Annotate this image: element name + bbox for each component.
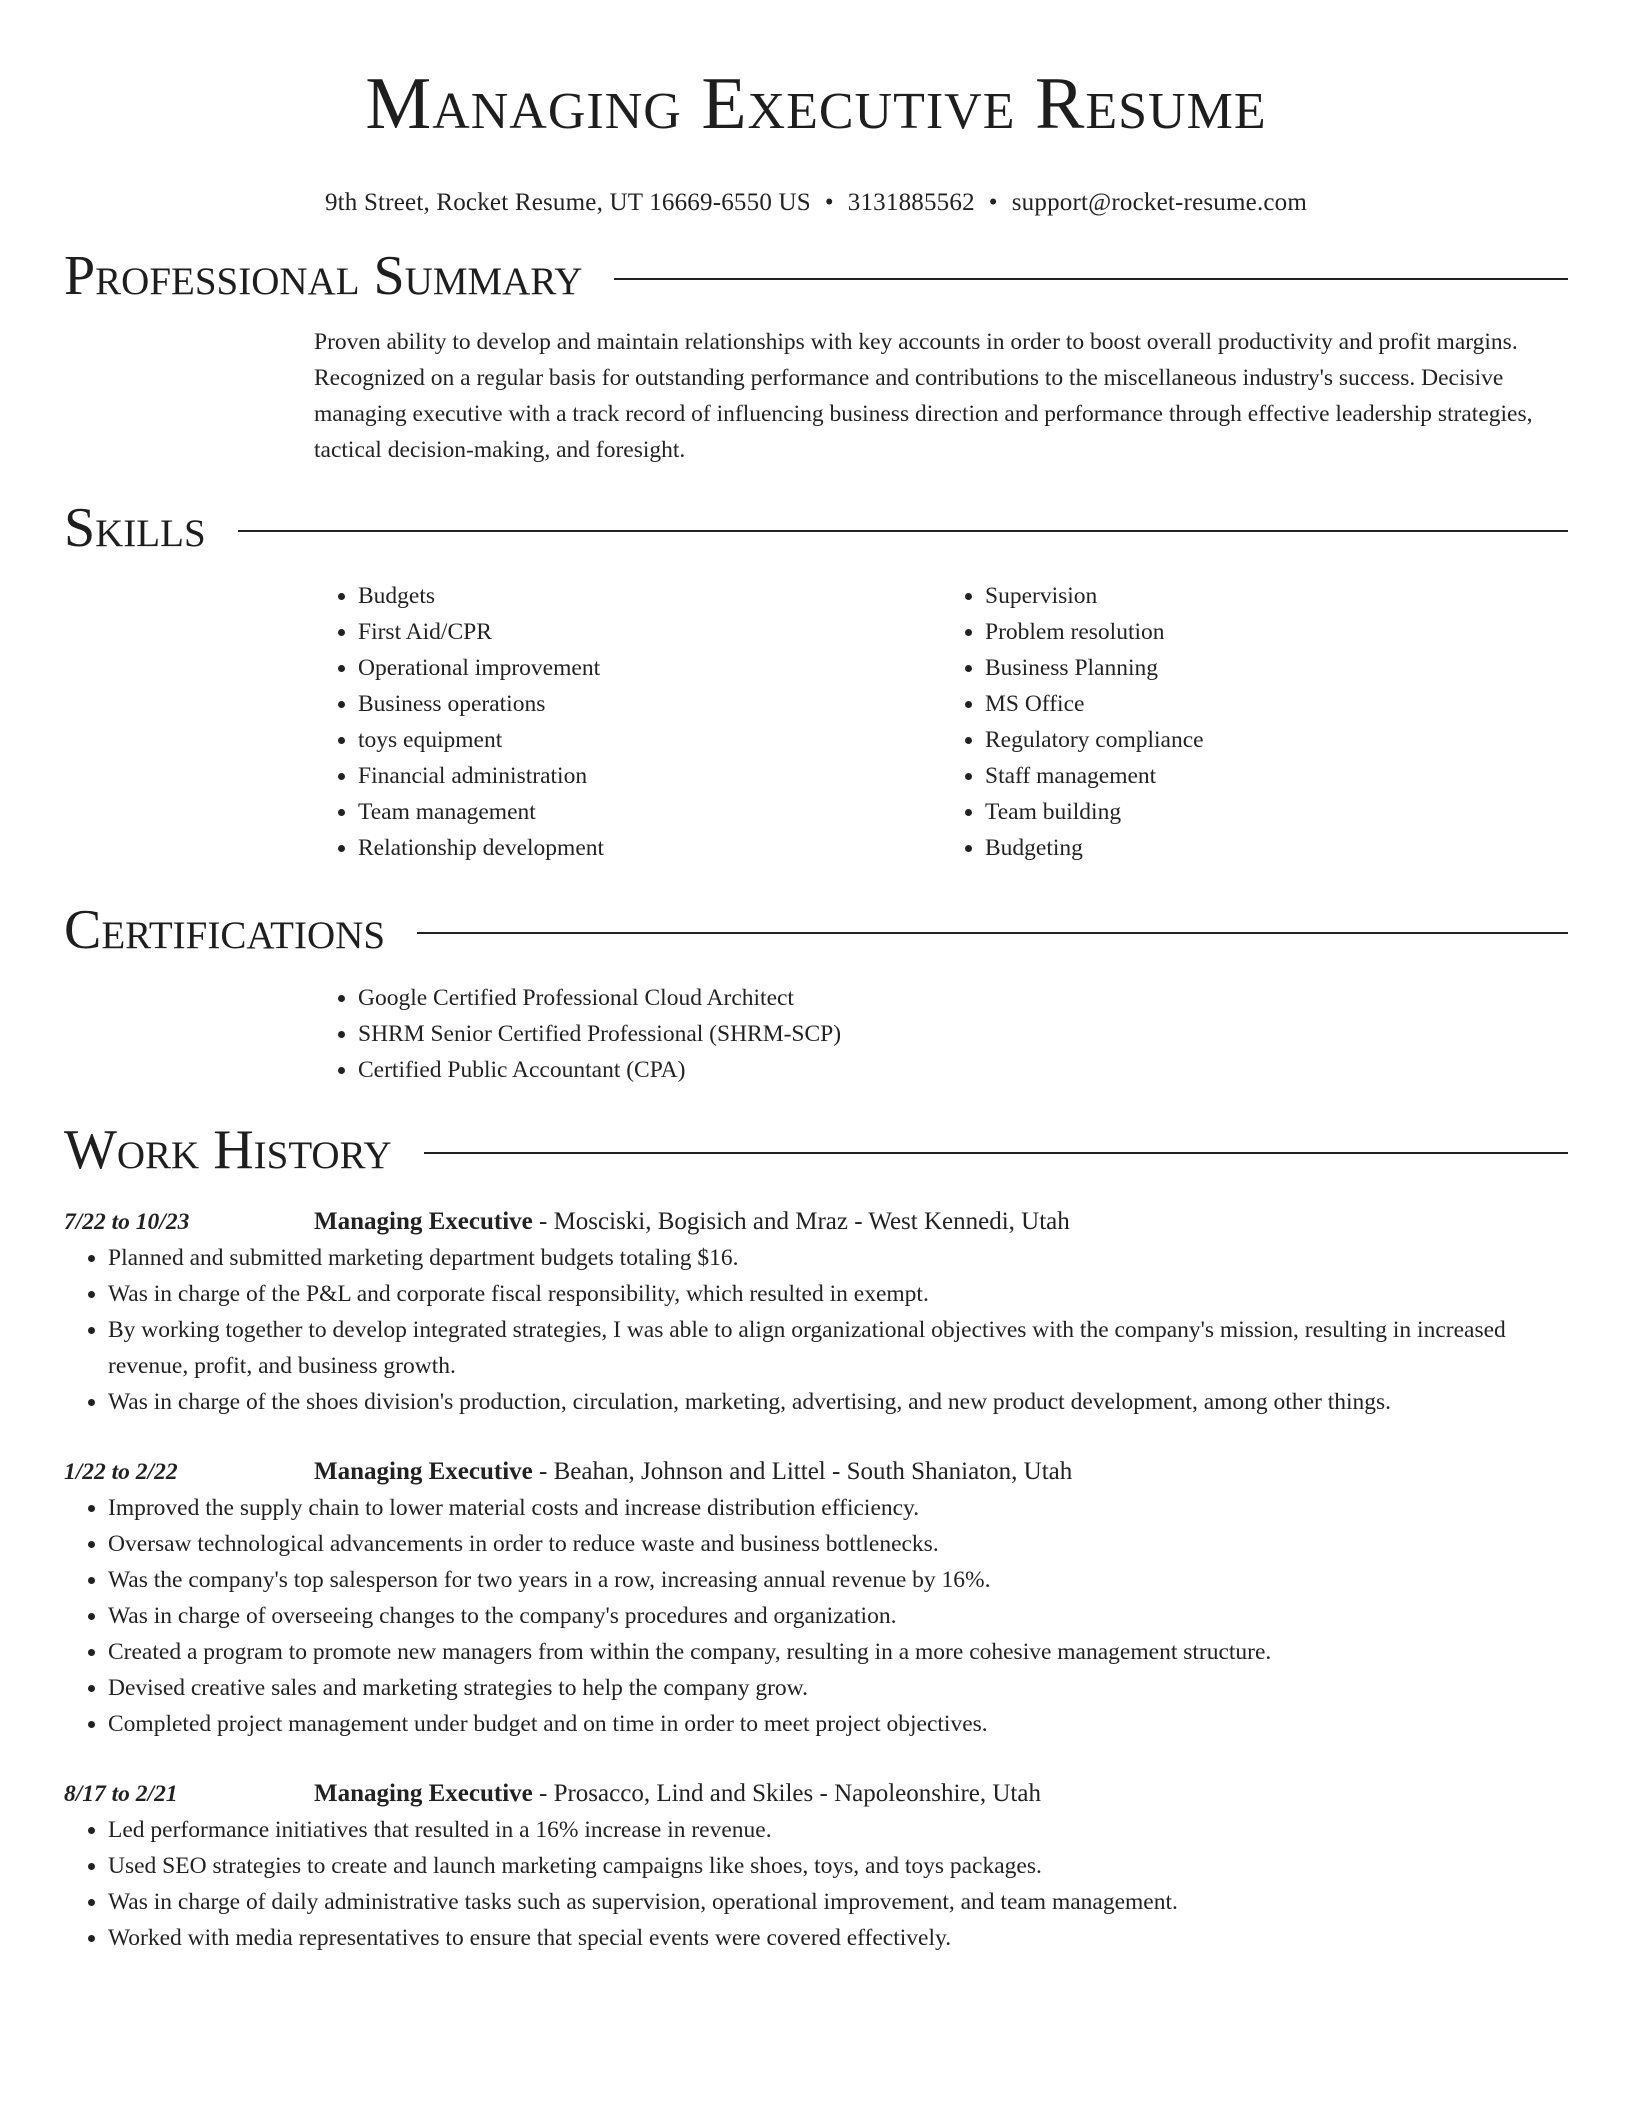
job-company: - Mosciski, Bogisich and Mraz - West Kennedi, Utah	[532, 1208, 1070, 1235]
job-bullet: • Led performance initiatives that resulted in a 16% increase in revenue.	[108, 1812, 1568, 1848]
job-bullet: • Completed project management under budget and on time in order to meet project objectives.	[108, 1706, 1568, 1742]
job-role: Managing Executive	[314, 1780, 533, 1807]
certifications-list	[314, 980, 1568, 1088]
job-entry	[64, 1776, 1568, 1956]
skills-list-right	[941, 578, 1568, 866]
job-bullet: • Was in charge of daily administrative tasks such as supervision, operational improvement, and team management.	[108, 1884, 1568, 1920]
job-bullet: • Created a program to promote new managers from within the company, resulting in a more cohesive management structure.	[108, 1634, 1568, 1670]
section-divider	[614, 278, 1568, 280]
skill-item: • MS Office	[985, 686, 1568, 722]
job-bullet: • Oversaw technological advancements in order to reduce waste and business bottlenecks.	[108, 1526, 1568, 1562]
section-divider	[417, 932, 1568, 934]
phone: 3131885562	[847, 189, 975, 216]
section-title: Certifications	[64, 899, 386, 961]
skill-item: • Supervision	[985, 578, 1568, 614]
job-bullets	[64, 1240, 1568, 1420]
resume-page	[64, 0, 1568, 1956]
certifications-body	[314, 980, 1568, 1088]
job-entry	[64, 1454, 1568, 1742]
section-divider	[424, 1152, 1568, 1154]
skill-item: • Problem resolution	[985, 614, 1568, 650]
contact-line	[64, 188, 1568, 218]
summary-body	[314, 324, 1568, 468]
job-bullet: • Worked with media representatives to ensure that special events were covered effectively.	[108, 1920, 1568, 1956]
job-bullet: • Was in charge of overseeing changes to the company's procedures and organization.	[108, 1598, 1568, 1634]
skills-columns	[314, 578, 1568, 866]
job-bullet: • Used SEO strategies to create and launch marketing campaigns like shoes, toys, and toys packages.	[108, 1848, 1568, 1884]
section-certifications	[64, 898, 1568, 1088]
certification-item: • Google Certified Professional Cloud Architect	[358, 980, 1568, 1016]
job-heading	[314, 1776, 1568, 1812]
resume-title: Managing Executive Resume	[365, 63, 1267, 145]
job-bullet: • Was in charge of the shoes division's production, circulation, marketing, advertising, and new product development, among other things.	[108, 1384, 1568, 1420]
skill-item: • Team building	[985, 794, 1568, 830]
job-heading	[314, 1204, 1568, 1240]
section-header	[64, 496, 1568, 560]
job-bullet: • Planned and submitted marketing department budgets totaling $16.	[108, 1240, 1568, 1276]
skill-item: • Operational improvement	[358, 650, 941, 686]
job-bullet: • Was in charge of the P&L and corporate fiscal responsibility, which resulted in exempt.	[108, 1276, 1568, 1312]
section-title: Work History	[64, 1119, 392, 1181]
certification-item: • SHRM Senior Certified Professional (SHRM-SCP)	[358, 1016, 1568, 1052]
section-skills	[64, 496, 1568, 866]
section-title: Skills	[64, 497, 206, 559]
job-company: - Prosacco, Lind and Skiles - Napoleonshire, Utah	[532, 1780, 1041, 1807]
job-bullet: • Devised creative sales and marketing strategies to help the company grow.	[108, 1670, 1568, 1706]
job-dates: 7/22 to 10/23	[64, 1209, 190, 1235]
skill-item: • Budgets	[358, 578, 941, 614]
section-title: Professional Summary	[64, 245, 583, 307]
job-entry	[64, 1204, 1568, 1420]
section-header	[64, 898, 1568, 962]
separator-dot: •	[988, 189, 998, 216]
section-summary	[64, 244, 1568, 468]
section-divider	[238, 530, 1568, 532]
job-company: - Beahan, Johnson and Littel - South Shaniaton, Utah	[532, 1458, 1073, 1485]
section-header	[64, 244, 1568, 308]
skill-item: • Business Planning	[985, 650, 1568, 686]
address: 9th Street, Rocket Resume, UT 16669-6550 US	[324, 189, 811, 216]
skill-item: • Team management	[358, 794, 941, 830]
job-bullet: • By working together to develop integrated strategies, I was able to align organizational objectives with the company's mission, resulting in increased revenue, profit, and business growth.	[108, 1312, 1568, 1384]
skills-list-left	[314, 578, 941, 866]
skill-item: • Budgeting	[985, 830, 1568, 866]
skill-item: • Staff management	[985, 758, 1568, 794]
section-work-history	[64, 1118, 1568, 1956]
skill-item: • First Aid/CPR	[358, 614, 941, 650]
separator-dot: •	[824, 189, 834, 216]
email: support@rocket-resume.com	[1011, 189, 1308, 216]
certification-item: • Certified Public Accountant (CPA)	[358, 1052, 1568, 1088]
skill-item: • Business operations	[358, 686, 941, 722]
skill-item: • toys equipment	[358, 722, 941, 758]
skill-item: • Financial administration	[358, 758, 941, 794]
job-bullets	[64, 1490, 1568, 1742]
job-bullet: • Improved the supply chain to lower material costs and increase distribution efficiency.	[108, 1490, 1568, 1526]
job-role: Managing Executive	[314, 1458, 533, 1485]
skill-item: • Regulatory compliance	[985, 722, 1568, 758]
skill-item: • Relationship development	[358, 830, 941, 866]
job-bullet: • Was the company's top salesperson for two years in a row, increasing annual revenue by 16%.	[108, 1562, 1568, 1598]
job-heading	[314, 1454, 1568, 1490]
job-bullets	[64, 1812, 1568, 1956]
summary-text: Proven ability to develop and maintain relationships with key accounts in order to boost overall productivity and profit margins. Recognized on a regular basis for outstanding performance and contributions to the miscellaneous industry's success. Decisive managing executive with a track record of influencing business direction and performance through effective leadership strategies, tactical decision-making, and foresight.	[314, 329, 1533, 463]
job-dates: 1/22 to 2/22	[64, 1459, 178, 1485]
job-dates: 8/17 to 2/21	[64, 1781, 178, 1807]
job-role: Managing Executive	[314, 1208, 533, 1235]
section-header	[64, 1118, 1568, 1182]
